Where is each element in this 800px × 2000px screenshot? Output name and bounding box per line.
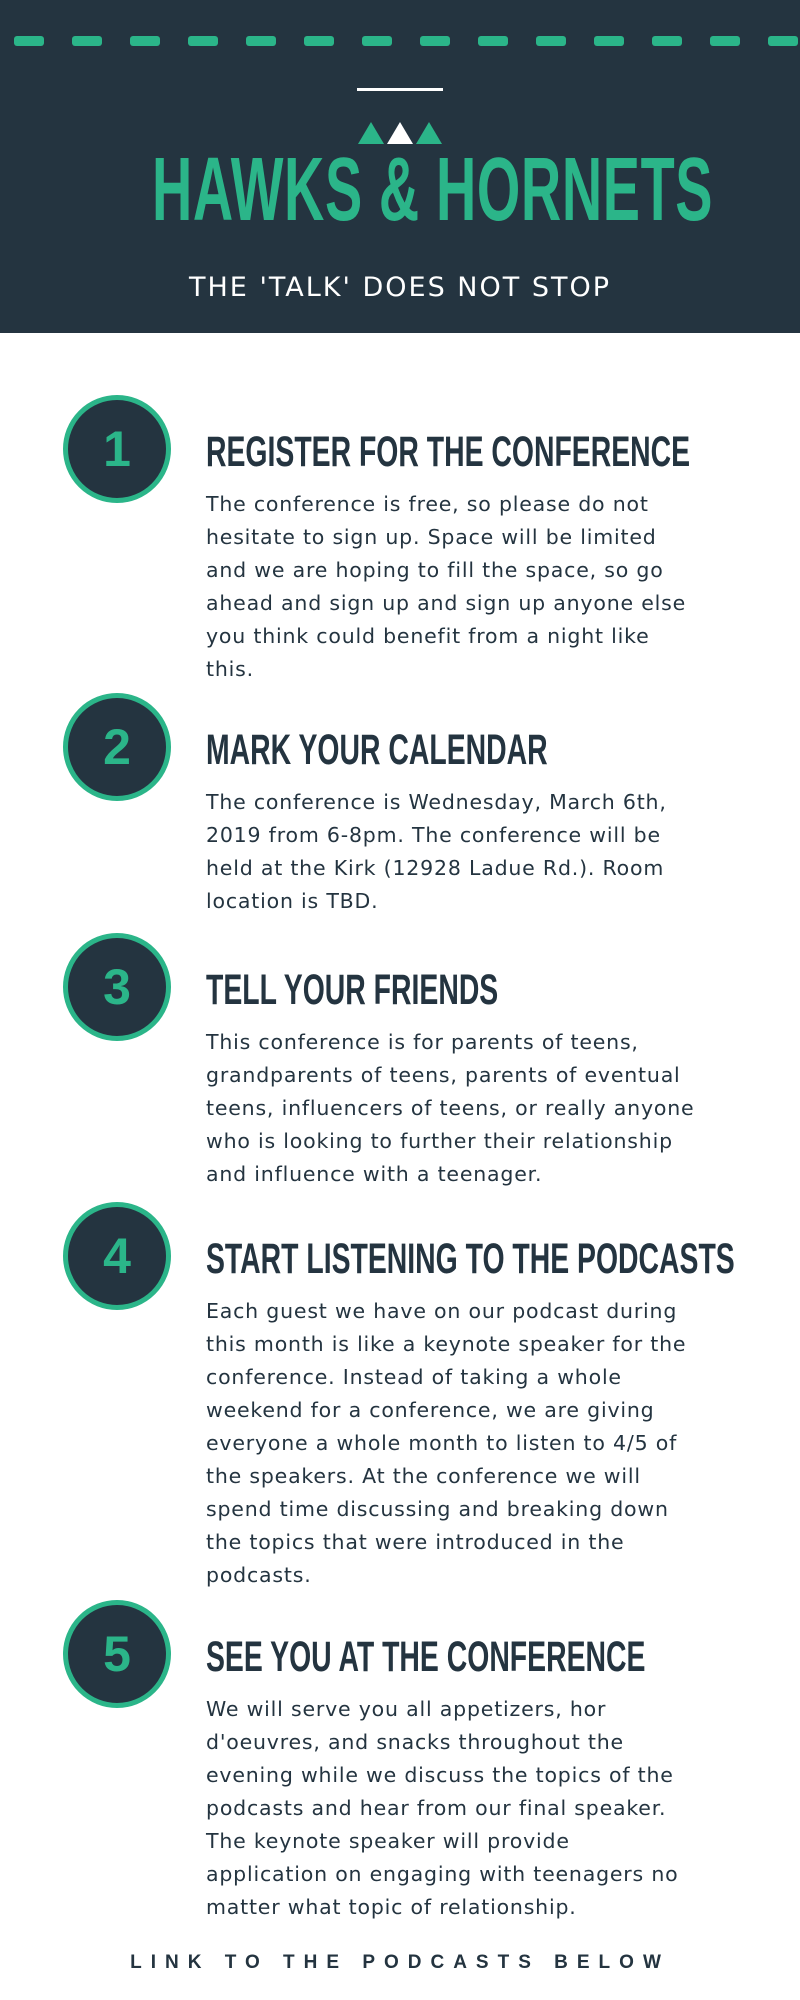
podcasts-link[interactable]: LINK TO THE PODCASTS BELOW [130,1952,670,1973]
step-body: The conference is Wednesday, March 6th, 2019 from 6-8pm. The conference will be held at the Kirk (12928 Ladue Rd.). Room location is TBD. [206,790,667,913]
dashed-border [0,36,800,46]
page-title: HAWKS & HORNETS [152,140,714,240]
step-number: 1 [103,421,131,477]
header-banner [0,0,800,333]
step-title: SEE YOU AT THE CONFERENCE [206,1633,646,1681]
page-subtitle: THE 'TALK' DOES NOT STOP [189,272,611,303]
step-number: 2 [103,719,131,775]
header-divider [357,88,443,91]
step-title: START LISTENING TO THE PODCASTS [206,1235,735,1283]
step-number-badge [63,693,171,801]
step-title: REGISTER FOR THE CONFERENCE [206,428,691,476]
step-body: The conference is free, so please do not hesitate to sign up. Space will be limited and we are hoping to fill the space, so go ahead and sign up and sign up anyone else you think could benefit from a night like this. [206,492,687,681]
step-number-badge [63,1202,171,1310]
step-body: Each guest we have on our podcast during this month is like a keynote speaker for the conference. Instead of taking a whole weekend for a conference, we are giving everyone a whole month to listen to 4/5 of the speakers. At the conference we will spend time discussing and breaking down the topics that were introduced in the podcasts. [206,1299,687,1587]
step-number-badge [63,933,171,1041]
step-number: 4 [103,1228,131,1284]
step-number: 5 [103,1626,131,1682]
step-number-badge [63,395,171,503]
step-body: This conference is for parents of teens, grandparents of teens, parents of eventual teens, influencers of teens, or really anyone who is looking to further their relationship and influence with a teenager. [206,1030,695,1186]
step-number: 3 [103,959,131,1015]
step-number-badge [63,1600,171,1708]
step-title: MARK YOUR CALENDAR [206,726,548,774]
step-body: We will serve you all appetizers, hor d'oeuvres, and snacks throughout the evening while we discuss the topics of the podcasts and hear from our final speaker. The keynote speaker will provide application on engaging with teenagers no matter what topic of relationship. [206,1697,679,1919]
step-title: TELL YOUR FRIENDS [206,966,499,1014]
